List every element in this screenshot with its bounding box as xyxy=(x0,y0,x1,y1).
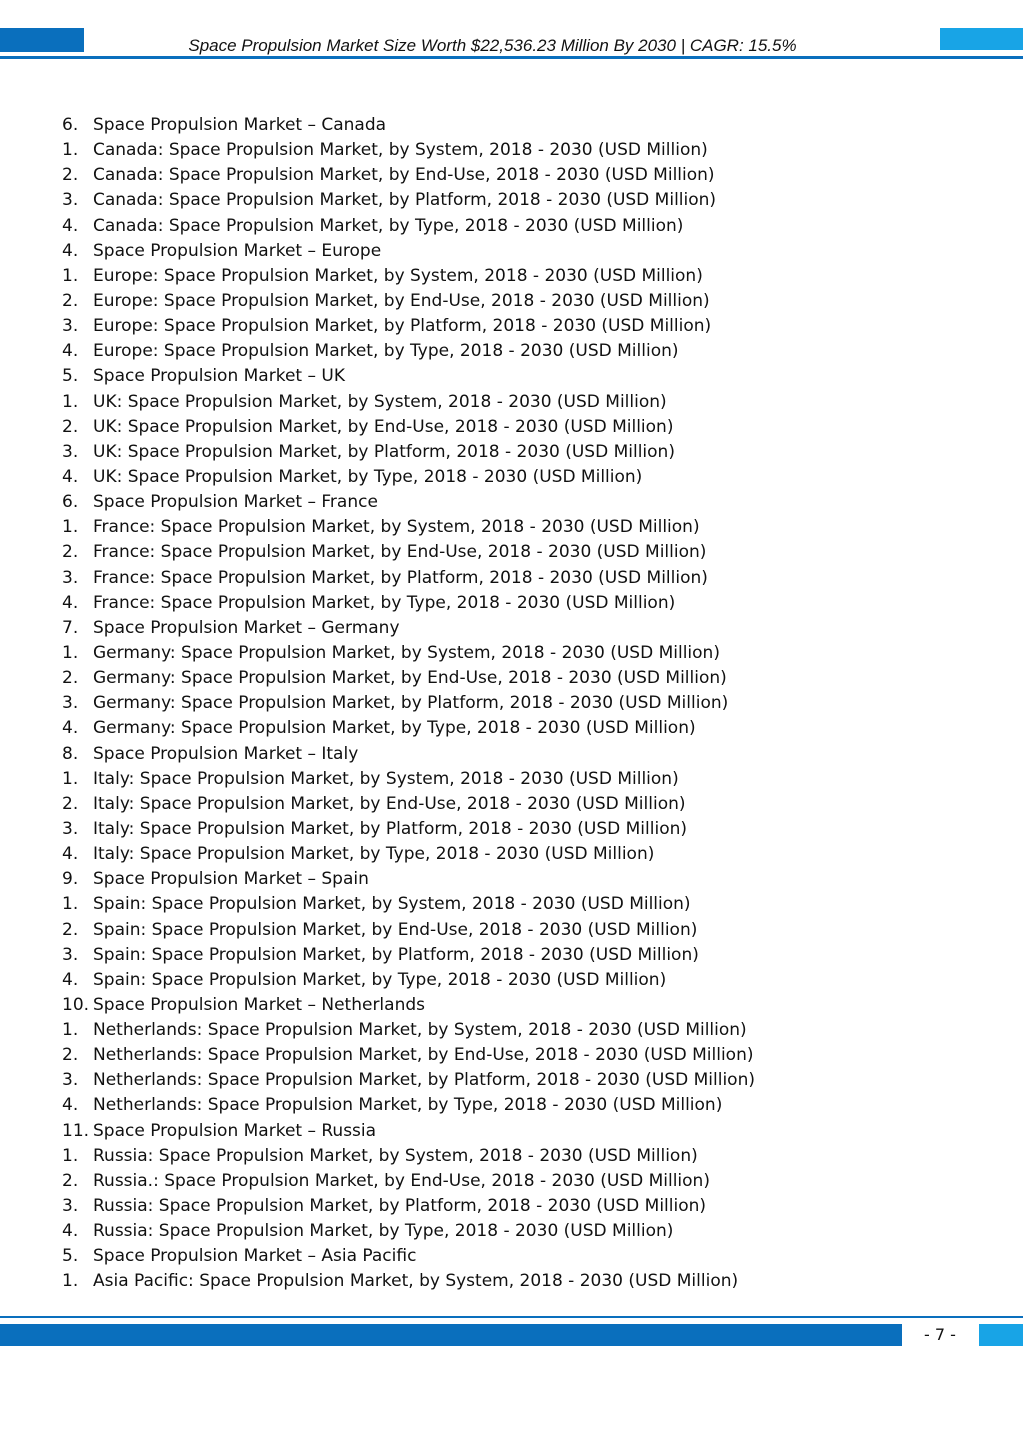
toc-entry-text: Netherlands: Space Propulsion Market, by Platform, 2018 - 2030 (USD Million) xyxy=(93,1070,755,1091)
toc-entry xyxy=(62,188,982,213)
toc-entry xyxy=(62,616,982,641)
toc-entry-text: Germany: Space Propulsion Market, by End-Use, 2018 - 2030 (USD Million) xyxy=(93,668,727,689)
toc-entry-text: France: Space Propulsion Market, by Type, 2018 - 2030 (USD Million) xyxy=(93,592,676,613)
toc-entry-text: Germany: Space Propulsion Market, by System, 2018 - 2030 (USD Million) xyxy=(93,642,720,663)
toc-entry xyxy=(62,767,982,792)
table-of-contents-list xyxy=(62,113,982,1295)
toc-entry xyxy=(62,943,982,968)
toc-entry-text: Netherlands: Space Propulsion Market, by Type, 2018 - 2030 (USD Million) xyxy=(93,1095,723,1116)
toc-entry-text: Canada: Space Propulsion Market, by System, 2018 - 2030 (USD Million) xyxy=(93,140,708,161)
toc-entry-number: 3. xyxy=(62,441,79,462)
toc-entry-text: Space Propulsion Market – Italy xyxy=(93,743,359,764)
toc-entry xyxy=(62,968,982,993)
toc-entry xyxy=(62,691,982,716)
toc-entry-text: Europe: Space Propulsion Market, by End-Use, 2018 - 2030 (USD Million) xyxy=(93,290,710,311)
toc-entry xyxy=(62,1093,982,1118)
toc-entry-text: Canada: Space Propulsion Market, by Type, 2018 - 2030 (USD Million) xyxy=(93,215,684,236)
toc-entry xyxy=(62,415,982,440)
toc-entry-number: 3. xyxy=(62,693,79,714)
toc-entry xyxy=(62,817,982,842)
toc-entry-number: 4. xyxy=(62,1221,79,1242)
toc-entry-text: Space Propulsion Market – Netherlands xyxy=(93,994,425,1015)
toc-entry xyxy=(62,264,982,289)
toc-entry-text: France: Space Propulsion Market, by End-Use, 2018 - 2030 (USD Million) xyxy=(93,542,707,563)
toc-entry xyxy=(62,1244,982,1269)
toc-entry xyxy=(62,1043,982,1068)
toc-entry-text: Germany: Space Propulsion Market, by Type, 2018 - 2030 (USD Million) xyxy=(93,718,696,739)
toc-entry-number: 2. xyxy=(62,1045,79,1066)
toc-entry xyxy=(62,1269,982,1294)
toc-entry-number: 4. xyxy=(62,1095,79,1116)
toc-entry-number: 9. xyxy=(62,869,79,890)
toc-entry-text: France: Space Propulsion Market, by Platform, 2018 - 2030 (USD Million) xyxy=(93,567,708,588)
toc-entry-text: Space Propulsion Market – Canada xyxy=(93,115,387,135)
toc-entry-number: 1. xyxy=(62,517,79,538)
toc-entry-number: 1. xyxy=(62,642,79,663)
toc-entry xyxy=(62,666,982,691)
toc-entry-text: Netherlands: Space Propulsion Market, by End-Use, 2018 - 2030 (USD Million) xyxy=(93,1045,754,1066)
toc-entry-number: 8. xyxy=(62,743,79,764)
toc-entry-number: 3. xyxy=(62,1196,79,1217)
toc-entry-number: 3. xyxy=(62,818,79,839)
toc-entry xyxy=(62,364,982,389)
toc-entry xyxy=(62,641,982,666)
toc-entry-text: Space Propulsion Market – UK xyxy=(93,366,345,387)
toc-entry-text: Italy: Space Propulsion Market, by System, 2018 - 2030 (USD Million) xyxy=(93,768,679,789)
toc-entry xyxy=(62,390,982,415)
toc-entry-number: 1. xyxy=(62,768,79,789)
toc-entry-number: 4. xyxy=(62,844,79,865)
toc-entry xyxy=(62,440,982,465)
toc-entry-text: Canada: Space Propulsion Market, by End-Use, 2018 - 2030 (USD Million) xyxy=(93,165,715,186)
toc-entry-text: France: Space Propulsion Market, by System, 2018 - 2030 (USD Million) xyxy=(93,517,700,538)
toc-entry-text: Italy: Space Propulsion Market, by Platform, 2018 - 2030 (USD Million) xyxy=(93,818,688,839)
toc-entry-number: 6. xyxy=(62,115,79,135)
toc-entry-number: 1. xyxy=(62,265,79,286)
toc-entry-text: Europe: Space Propulsion Market, by Type, 2018 - 2030 (USD Million) xyxy=(93,341,679,362)
toc-entry-text: UK: Space Propulsion Market, by End-Use, 2018 - 2030 (USD Million) xyxy=(93,416,674,437)
toc-entry-text: UK: Space Propulsion Market, by Platform, 2018 - 2030 (USD Million) xyxy=(93,441,675,462)
toc-entry-text: Germany: Space Propulsion Market, by Platform, 2018 - 2030 (USD Million) xyxy=(93,693,729,714)
toc-entry-number: 3. xyxy=(62,316,79,337)
toc-entry xyxy=(62,138,982,163)
toc-entry xyxy=(62,1194,982,1219)
toc-entry xyxy=(62,515,982,540)
toc-entry xyxy=(62,339,982,364)
toc-entry-number: 1. xyxy=(62,391,79,412)
toc-entry-number: 2. xyxy=(62,668,79,689)
toc-entry-number: 3. xyxy=(62,1070,79,1091)
toc-entry-text: Europe: Space Propulsion Market, by System, 2018 - 2030 (USD Million) xyxy=(93,265,703,286)
toc-entry xyxy=(62,239,982,264)
toc-entry xyxy=(62,842,982,867)
toc-entry-number: 2. xyxy=(62,416,79,437)
toc-entry-number: 4. xyxy=(62,466,79,487)
toc-entry-number: 2. xyxy=(62,1170,79,1191)
toc-entry xyxy=(62,490,982,515)
footer-rule xyxy=(0,1316,1023,1318)
toc-entry xyxy=(62,540,982,565)
toc-entry-text: Spain: Space Propulsion Market, by Platform, 2018 - 2030 (USD Million) xyxy=(93,944,699,965)
header-accent-right xyxy=(940,28,1023,50)
toc-entry xyxy=(62,1169,982,1194)
toc-entry xyxy=(62,289,982,314)
toc-entry xyxy=(62,314,982,339)
toc-entry-text: Spain: Space Propulsion Market, by System, 2018 - 2030 (USD Million) xyxy=(93,894,691,915)
toc-entry-number: 1. xyxy=(62,1020,79,1041)
page-header-title: Space Propulsion Market Size Worth $22,536.23 Million By 2030 | CAGR: 15.5% xyxy=(188,36,797,55)
toc-entry-text: Space Propulsion Market – Spain xyxy=(93,869,369,890)
toc-entry-number: 2. xyxy=(62,542,79,563)
toc-entry xyxy=(62,1219,982,1244)
toc-entry-number: 5. xyxy=(62,366,79,387)
toc-entry xyxy=(62,792,982,817)
toc-entry-number: 4. xyxy=(62,240,79,261)
toc-entry-number: 10. xyxy=(62,994,90,1015)
toc-entry-number: 1. xyxy=(62,1271,79,1292)
toc-entry xyxy=(62,993,982,1018)
toc-entry-number: 4. xyxy=(62,592,79,613)
toc-entry-number: 6. xyxy=(62,492,79,513)
toc-entry-number: 1. xyxy=(62,1145,79,1166)
toc-entry xyxy=(62,867,982,892)
toc-entry-text: Space Propulsion Market – Germany xyxy=(93,617,400,638)
toc-entry-text: Space Propulsion Market – Russia xyxy=(93,1120,377,1141)
toc-entry-text: UK: Space Propulsion Market, by Type, 2018 - 2030 (USD Million) xyxy=(93,466,643,487)
toc-entry-text: Italy: Space Propulsion Market, by End-Use, 2018 - 2030 (USD Million) xyxy=(93,793,686,814)
toc-entry-text: Space Propulsion Market – Asia Pacific xyxy=(93,1246,417,1267)
toc-entry-text: Space Propulsion Market – France xyxy=(93,492,378,513)
page-number: - 7 - xyxy=(924,1325,956,1344)
toc-entry xyxy=(62,214,982,239)
toc-entry-text: Italy: Space Propulsion Market, by Type, 2018 - 2030 (USD Million) xyxy=(93,844,655,865)
toc-entry-text: UK: Space Propulsion Market, by System, 2018 - 2030 (USD Million) xyxy=(93,391,667,412)
toc-entry-number: 2. xyxy=(62,165,79,186)
toc-entry-text: Europe: Space Propulsion Market, by Platform, 2018 - 2030 (USD Million) xyxy=(93,316,712,337)
toc-entry-text: Russia: Space Propulsion Market, by Platform, 2018 - 2030 (USD Million) xyxy=(93,1196,707,1217)
toc-entry xyxy=(62,566,982,591)
toc-entry-number: 5. xyxy=(62,1246,79,1267)
toc-entry-number: 11. xyxy=(62,1120,90,1141)
toc-entry-text: Russia: Space Propulsion Market, by Type, 2018 - 2030 (USD Million) xyxy=(93,1221,674,1242)
toc-entry-text: Russia: Space Propulsion Market, by System, 2018 - 2030 (USD Million) xyxy=(93,1145,698,1166)
toc-entry-text: Spain: Space Propulsion Market, by Type, 2018 - 2030 (USD Million) xyxy=(93,969,667,990)
footer-bar xyxy=(0,1324,902,1346)
toc-entry xyxy=(62,742,982,767)
toc-entry-text: Russia.: Space Propulsion Market, by End-Use, 2018 - 2030 (USD Million) xyxy=(93,1170,710,1191)
toc-entry-text: Canada: Space Propulsion Market, by Platform, 2018 - 2030 (USD Million) xyxy=(93,190,717,211)
toc-entry-number: 3. xyxy=(62,190,79,211)
toc-entry xyxy=(62,163,982,188)
toc-entry-number: 4. xyxy=(62,341,79,362)
toc-entry-number: 4. xyxy=(62,969,79,990)
toc-entry-number: 1. xyxy=(62,140,79,161)
toc-entry xyxy=(62,716,982,741)
toc-entry-number: 2. xyxy=(62,290,79,311)
toc-entry-number: 4. xyxy=(62,718,79,739)
toc-entry-number: 1. xyxy=(62,894,79,915)
toc-entry-number: 7. xyxy=(62,617,79,638)
toc-entry-number: 4. xyxy=(62,215,79,236)
footer-accent-right xyxy=(979,1324,1023,1346)
header-rule xyxy=(0,56,1023,59)
toc-entry-number: 3. xyxy=(62,944,79,965)
toc-entry-text: Space Propulsion Market – Europe xyxy=(93,240,382,261)
toc-entry-text: Asia Pacific: Space Propulsion Market, by System, 2018 - 2030 (USD Million) xyxy=(93,1271,739,1292)
toc-entry xyxy=(62,892,982,917)
toc-entry xyxy=(62,1144,982,1169)
toc-entry-number: 2. xyxy=(62,793,79,814)
toc-entry xyxy=(62,465,982,490)
toc-entry xyxy=(62,1119,982,1144)
toc-entry-text: Netherlands: Space Propulsion Market, by System, 2018 - 2030 (USD Million) xyxy=(93,1020,747,1041)
toc-entry xyxy=(62,1018,982,1043)
toc-entry xyxy=(62,1068,982,1093)
toc-entry xyxy=(62,591,982,616)
toc-entry-number: 3. xyxy=(62,567,79,588)
toc-entry-text: Spain: Space Propulsion Market, by End-Use, 2018 - 2030 (USD Million) xyxy=(93,919,698,940)
toc-entry-number: 2. xyxy=(62,919,79,940)
toc-entry xyxy=(62,918,982,943)
toc-entry xyxy=(62,113,982,138)
